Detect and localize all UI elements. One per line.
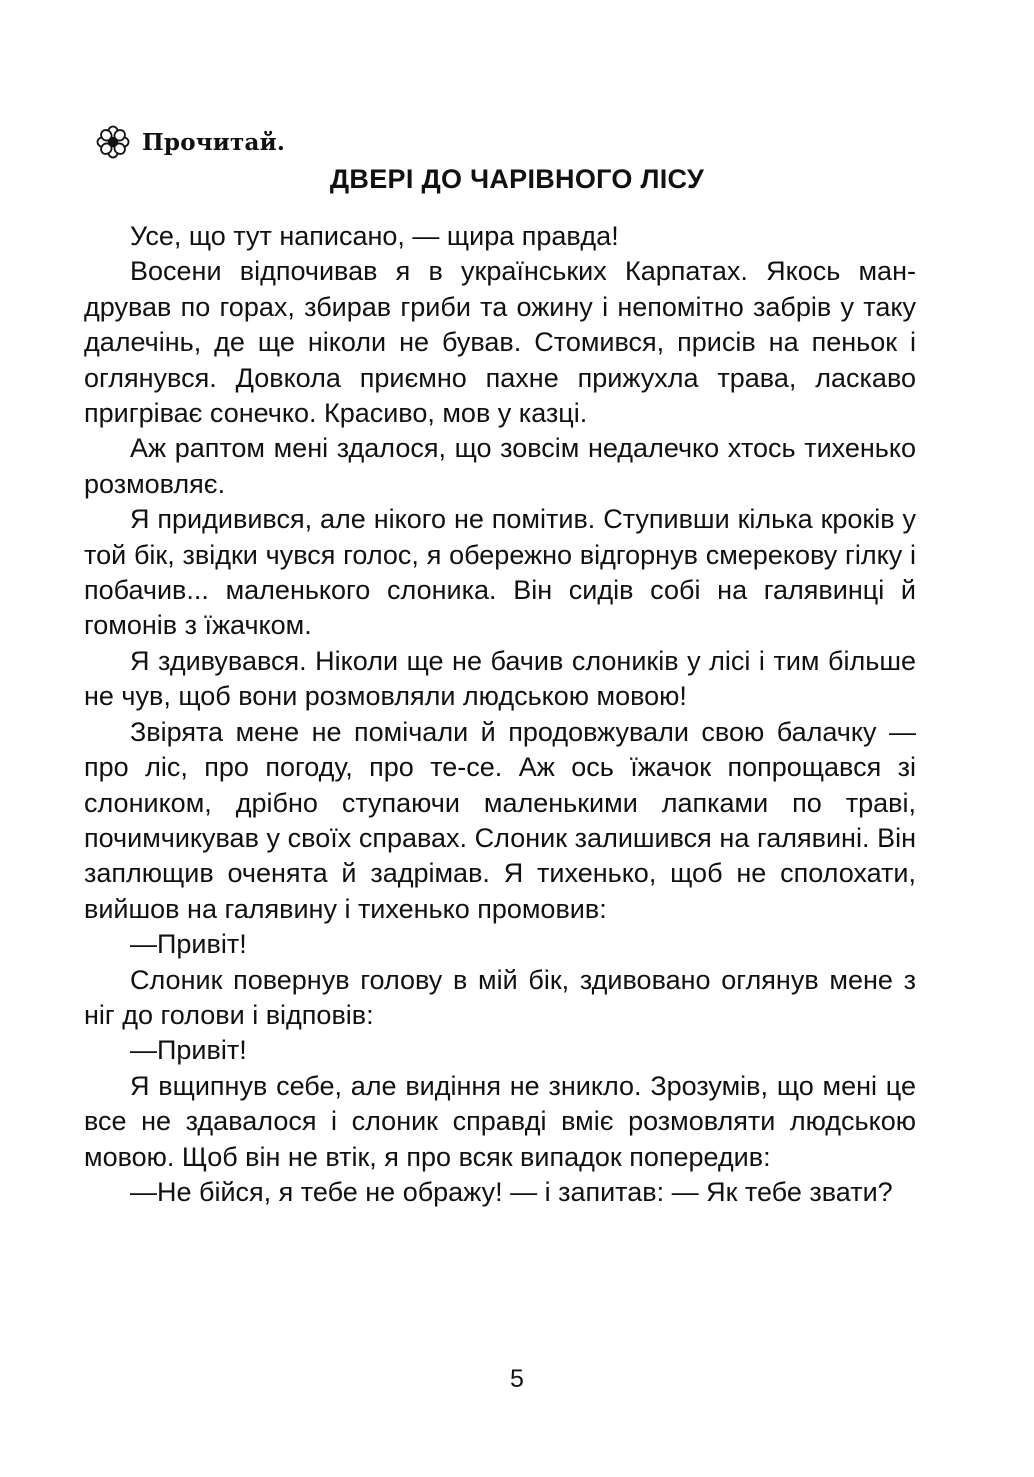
page-number: 5 — [510, 1365, 524, 1393]
paragraph: Я придивився, але нікого не помітив. Ступивши кілька кроків у той бік, звідки чувся голос, я обережно відгорнув смерекову гілку і побачив... маленького слоника. Він сидів собі на галявинці й гомонів з їжачком. — [84, 504, 916, 641]
paragraph: Я здивувався. Ніколи ще не бачив слоників у лісі і тим більше не чув, щоб вони розмовляли людською мовою! — [84, 645, 916, 712]
story-title: ДВЕРІ ДО ЧАРІВНОГО ЛІСУ — [329, 164, 705, 194]
paragraph: Звірята мене не помічали й продовжували свою балачку — про ліс, про погоду, про те-се. Аж ось їжачок попрощався зі слоником, дрібно ступаючи маленькими лапками по траві, почимчикував у своїх справах. Слоник залишився на галявині. Він заплющив оченята й задрімав. Я тихенько, щоб не сполохати, вийшов на галявину і тихенько промовив: — [84, 716, 916, 924]
instruction-label: Прочитай. — [142, 128, 286, 156]
dialogue-line: —Привіт! — [130, 1035, 247, 1066]
paragraph: Восени відпочивав я в українських Карпатах. Якось мандрував по горах, збирав гриби та ожину і непомітно забрів у таку далечінь, де ще ніколи не бував. Стомився, присів на пеньок і оглянувся. Довкола приємно пахне прижухла трава, ласкаво пригріває сонечко. Красиво, мов у казці. — [84, 256, 916, 429]
instruction — [96, 122, 285, 162]
story-body — [84, 219, 916, 1210]
paragraph: Слоник повернув голову в мій бік, здивовано оглянув мене з ніг до голови і відповів: — [84, 964, 916, 1030]
paragraph: Усе, що тут написано, — щира правда! — [130, 221, 619, 251]
dialogue-line: —Не бійся, я тебе не ображу! — і запитав: — Як тебе звати? — [130, 1176, 893, 1207]
flower-icon — [96, 125, 130, 159]
paragraph: Я вщипнув себе, але видіння не зникло. Зрозумів, що мені це все не здавалося і слоник справді вміє розмовляти людською мовою. Щоб він не втік, я про всяк випадок попередив: — [84, 1070, 916, 1172]
dialogue-line: —Привіт! — [130, 929, 247, 960]
paragraph: Аж раптом мені здалося, що зовсім недалечко хтось тихенько розмовляє. — [84, 433, 916, 499]
